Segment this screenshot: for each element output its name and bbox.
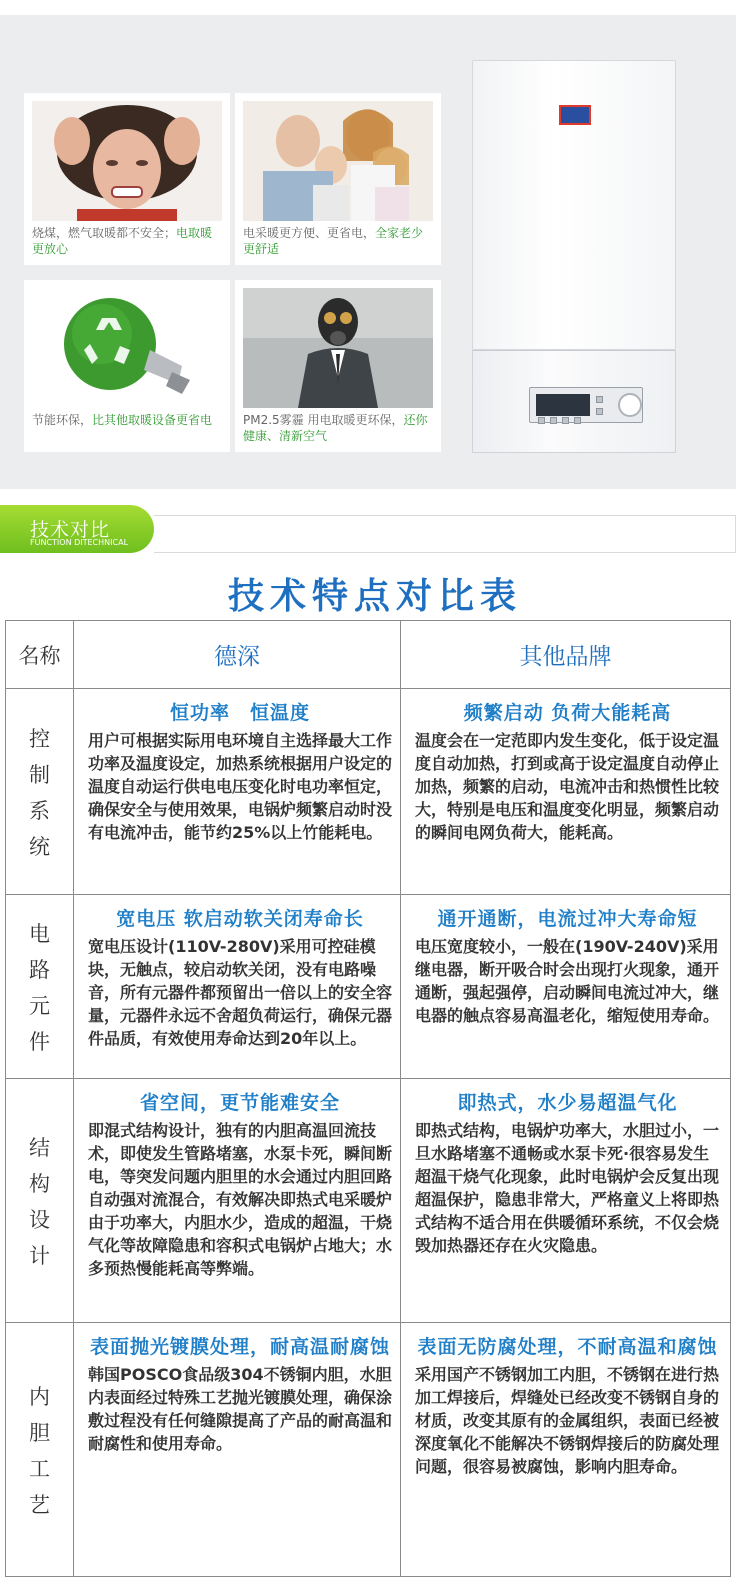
table-row <box>6 1323 731 1577</box>
benefit-caption: 电采暖更方便、更省电，全家老少更舒适 <box>243 226 424 256</box>
electric-boiler-image <box>472 60 676 453</box>
other-feature-heading: 即热式，水少易超温气化 <box>457 1092 678 1114</box>
section-header-bar <box>154 515 736 553</box>
panel-button-icon <box>596 408 603 415</box>
brand-feature-text: 用户可根据实际用电环境自主选择最大工作功率及温度设定，加热系统根据用户设定的温度自动运行供电电压变化时电功率恒定，确保安全与使用效果，电锅炉频繁启动时没有电流冲击，能节约25%以上竹能耗电。 <box>88 731 393 842</box>
section-tab <box>0 505 154 553</box>
panel-button-icon <box>562 417 569 424</box>
product-banner <box>0 15 736 489</box>
benefit-caption: PM2.5雾霾 用电取暖更环保，还你健康、清新空气 <box>243 413 428 443</box>
brand-feature-heading: 表面抛光镀膜处理，耐高温耐腐蚀 <box>89 1336 390 1358</box>
other-feature-heading: 频繁启动 负荷大能耗高 <box>463 702 672 724</box>
brand-cell <box>74 1323 401 1577</box>
panel-button-icon <box>596 396 603 403</box>
brand-feature-heading: 省空间，更节能难安全 <box>139 1092 340 1114</box>
benefit-card-comfort <box>235 93 441 265</box>
gas-mask-man-photo <box>243 288 433 408</box>
benefit-card-eco <box>24 280 230 452</box>
other-feature-text: 即热式结构，电锅炉功率大，水胆过小，一旦水路堵塞不通畅或水泵卡死·很容易发生超温干烧气化现象，此时电锅炉会反复出现超温保护，隐患非常大，严格童义上将即热式结构不适合用在供暖循环系统，不仅会烧毁加热器还存在火灾隐患。 <box>415 1121 720 1255</box>
brand-feature-text: 即混式结构设计，独有的内胆高温回流技术，即使发生管路堵塞，水泵卡死，瞬间断电，等突发问题内胆里的水会通过内胆回路自动强对流混合，有效解决即热式电采暖炉由于功率大，内胆水少，造成的超温，干烧气化等故障隐患和容积式电锅炉占地大；水多预热慢能耗高等弊端。 <box>88 1121 393 1278</box>
green-bulb-image <box>32 288 222 408</box>
row-name-cell: 结构设计 <box>6 1079 74 1323</box>
other-feature-text: 温度会在一定范即内发生变化，低于设定温度自动加热，打到或高于设定温度自动停止加热，频繁的启动，电流冲击和热惯性比较大，特别是电压和温度变化明显，频繁启动的瞬间电网负荷大，能耗高。 <box>415 731 720 842</box>
control-panel <box>529 387 643 423</box>
table-row <box>6 895 731 1079</box>
comparison-table <box>5 620 731 1577</box>
benefit-card-safety <box>24 93 230 265</box>
brand-feature-text: 韩国POSCO食品级304不锈铜内胆，水胆内表面经过特殊工艺抛光镀膜处理，确保涂敷过程没有任何缝隙提高了产品的耐高温和耐腐性和使用寿命。 <box>88 1365 393 1453</box>
benefit-card-air <box>235 280 441 452</box>
section-subtitle: FUNCTION DITECHNICAL <box>30 538 129 547</box>
benefit-caption: 节能环保，比其他取暖设备更省电 <box>32 413 213 427</box>
brand-cell <box>74 1079 401 1323</box>
brand-cell <box>74 895 401 1079</box>
brand-cell <box>74 689 401 895</box>
table-row <box>6 1079 731 1323</box>
comparison-table-title: 技术特点对比表 <box>227 576 522 617</box>
row-name-cell: 电路元件 <box>6 895 74 1079</box>
table-header-row <box>6 621 731 689</box>
panel-button-icon <box>538 417 545 424</box>
section-title: 技术对比 <box>30 519 111 541</box>
stressed-woman-photo <box>32 101 222 221</box>
panel-button-icon <box>574 417 581 424</box>
brand-logo <box>559 105 591 125</box>
header-other-cell: 其他品牌 <box>401 621 731 689</box>
other-feature-text: 电压宽度较小，一般在(190V-240V)采用继电器，断开吸合时会出现打火现象，通开通断，强起强停，启动瞬间电流过冲大，继电器的触点容易高温老化，缩短使用寿命。 <box>415 937 720 1025</box>
row-name-cell: 内胆工艺 <box>6 1323 74 1577</box>
other-cell <box>401 895 731 1079</box>
other-feature-heading: 表面无防腐处理，不耐高温和腐蚀 <box>417 1336 718 1358</box>
other-feature-heading: 通开通断，电流过冲大寿命短 <box>437 908 698 930</box>
other-feature-text: 采用国产不锈钢加工内胆，不锈钢在进行热加工焊接后，焊缝处已经改变不锈钢自身的材质，改变其原有的金属组织，表面已经被深度氧化不能解决不锈钢焊接后的防腐处理问题，很容易被腐蚀，影响内胆寿命。 <box>415 1365 720 1476</box>
row-name-cell: 控制系统 <box>6 689 74 895</box>
panel-button-icon <box>550 417 557 424</box>
brand-feature-text: 宽电压设计(110V-280V)采用可控硅模块，无触点，较启动软关闭，没有电路噪音，所有元器件都预留出一倍以上的安全容量，元器件永远不舍超负荷运行，确保元器件品质，有效使用寿命达到20年以上。 <box>88 937 393 1048</box>
benefit-caption: 烧煤，燃气取暖都不安全；电取暖更放心 <box>32 226 213 256</box>
other-cell <box>401 1323 731 1577</box>
family-photo <box>243 101 433 221</box>
pressure-gauge-icon <box>618 393 642 417</box>
digital-display <box>536 394 590 416</box>
section-header <box>0 505 736 553</box>
header-name-cell: 名称 <box>6 621 74 689</box>
other-cell <box>401 689 731 895</box>
other-cell <box>401 1079 731 1323</box>
header-brand-cell: 德深 <box>74 621 401 689</box>
table-row <box>6 689 731 895</box>
brand-feature-heading: 宽电压 软启动软关闭寿命长 <box>116 908 364 930</box>
brand-feature-heading: 恒功率 恒温度 <box>169 702 310 724</box>
